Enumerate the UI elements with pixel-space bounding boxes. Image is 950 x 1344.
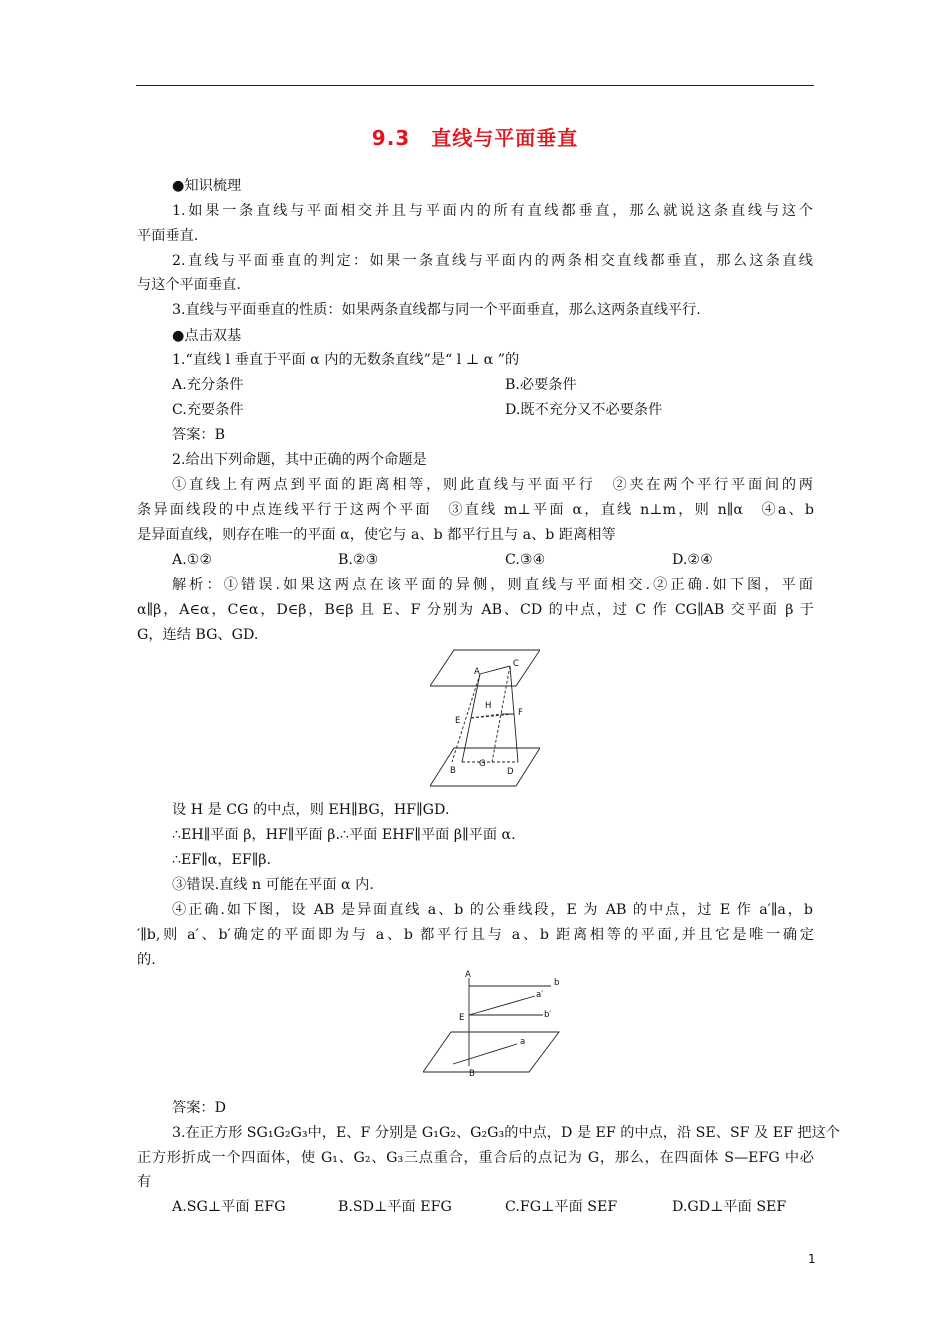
paragraph-line: ①直线上有两点到平面的距离相等，则此直线与平面平行 ②夹在两个平行平面间的两 bbox=[172, 477, 813, 493]
question-2-stem: 2.给出下列命题，其中正确的两个命题是 bbox=[172, 452, 427, 468]
q2-option-b: B.②③ bbox=[338, 552, 379, 568]
header-rule bbox=[136, 85, 814, 86]
paragraph-line: 2.直线与平面垂直的判定：如果一条直线与平面内的两条相交直线都垂直，那么这条直线 bbox=[172, 253, 813, 269]
analysis-line: ④正确.如下图，设 AB 是异面直线 a、b 的公垂线段，E 为 AB 的中点，过 E 作 a′∥a，b bbox=[172, 902, 813, 918]
q2-option-c: C.③④ bbox=[505, 552, 546, 568]
fig2-label: b′ bbox=[544, 1010, 552, 1020]
q3-option-c: C.FG⊥平面 SEF bbox=[505, 1199, 618, 1215]
q3-option-a: A.SG⊥平面 EFG bbox=[172, 1199, 286, 1215]
fig2-label: a′ bbox=[536, 990, 544, 1000]
line-a bbox=[453, 1044, 517, 1064]
question-3-stem: 3.在正方形 SG₁G₂G₃中，E、F 分别是 G₁G₂、G₂G₃的中点，D 是 EF 的中点，沿 SE、SF 及 EF 把这个 bbox=[172, 1125, 840, 1141]
analysis-line: ③错误.直线 n 可能在平面 α 内. bbox=[172, 877, 374, 893]
q2-option-d: D.②④ bbox=[672, 552, 713, 568]
fig1-label: D bbox=[507, 767, 514, 777]
analysis-line: ′∥b,则 a′、b′确定的平面即为与 a、b 都平行且与 a、b 距离相等的平面,并且它是唯一确定 bbox=[137, 927, 814, 943]
line-a-prime bbox=[469, 996, 535, 1015]
fig1-label: E bbox=[455, 716, 461, 726]
figure-skew-lines bbox=[423, 968, 563, 1080]
q1-option-c: C.充要条件 bbox=[172, 402, 244, 418]
figure-parallel-planes bbox=[430, 644, 540, 792]
q3-option-b: B.SD⊥平面 EFG bbox=[338, 1199, 452, 1215]
fig1-label: G bbox=[479, 759, 486, 769]
question-3-stem: 正方形折成一个四面体，使 G₁、G₂、G₃三点重合，重合后的点记为 G，那么，在四面体 S—EFG 中必 bbox=[137, 1150, 814, 1166]
paragraph-line: 与这个平面垂直. bbox=[137, 277, 241, 293]
section-heading-knowledge: ●知识梳理 bbox=[172, 178, 242, 194]
analysis-line: α∥β，A∈α，C∈α，D∈β，B∈β 且 E、F 分别为 AB、CD 的中点，过 C 作 CG∥AB 交平面 β 于 bbox=[137, 602, 814, 618]
fig1-label: A bbox=[474, 667, 480, 677]
q2-answer: 答案：D bbox=[172, 1100, 226, 1116]
analysis-line: 设 H 是 CG 的中点，则 EH∥BG，HF∥GD. bbox=[172, 802, 450, 818]
q2-option-a: A.①② bbox=[172, 552, 213, 568]
q1-option-d: D.既不充分又不必要条件 bbox=[505, 402, 663, 418]
paragraph-line: 平面垂直. bbox=[137, 228, 199, 244]
paragraph-line: 条异面线段的中点连线平行于这两个平面 ③直线 m⊥平面 α，直线 n⊥m，则 n∥α ④a、b bbox=[137, 502, 814, 518]
question-1-stem: 1.“直线 l 垂直于平面 α 内的无数条直线”是“ l ⊥ α ”的 bbox=[172, 352, 520, 368]
fig1-label: H bbox=[485, 701, 492, 711]
page-number: 1 bbox=[808, 1252, 816, 1266]
analysis-line: ∴EH∥平面 β，HF∥平面 β.∴平面 EHF∥平面 β∥平面 α. bbox=[172, 827, 516, 843]
paragraph-line: 3.直线与平面垂直的性质：如果两条直线都与同一个平面垂直，那么这两条直线平行. bbox=[172, 302, 701, 318]
q1-option-a: A.充分条件 bbox=[172, 377, 244, 393]
question-3-stem: 有 bbox=[137, 1174, 152, 1190]
paragraph-line: 是异面直线，则存在唯一的平面 α，使它与 a、b 都平行且与 a、b 距离相等 bbox=[137, 527, 616, 543]
q1-answer: 答案：B bbox=[172, 427, 225, 443]
analysis-line: ∴EF∥α，EF∥β. bbox=[172, 852, 272, 868]
analysis-line: 解析：①错误.如果这两点在该平面的异侧，则直线与平面相交.②正确.如下图，平面 bbox=[172, 577, 813, 593]
analysis-line: 的. bbox=[137, 952, 156, 968]
page-title: 9.3 直线与平面垂直 bbox=[371, 126, 579, 150]
paragraph-line: 1.如果一条直线与平面相交并且与平面内的所有直线都垂直，那么就说这条直线与这个 bbox=[172, 203, 813, 219]
section-heading-basics: ●点击双基 bbox=[172, 328, 242, 344]
fig1-label: F bbox=[518, 708, 523, 718]
plane-alpha bbox=[430, 650, 540, 686]
q3-option-d: D.GD⊥平面 SEF bbox=[672, 1199, 787, 1215]
fig2-label: A bbox=[465, 970, 471, 980]
analysis-line: G，连结 BG、GD. bbox=[137, 627, 259, 643]
q1-option-b: B.必要条件 bbox=[505, 377, 577, 393]
fig1-label: C bbox=[513, 659, 519, 669]
fig2-label: b bbox=[554, 978, 560, 988]
fig2-label: E bbox=[459, 1013, 465, 1023]
fig2-label: a bbox=[520, 1037, 526, 1047]
fig2-label: B bbox=[469, 1069, 475, 1079]
fig1-label: B bbox=[450, 766, 456, 776]
